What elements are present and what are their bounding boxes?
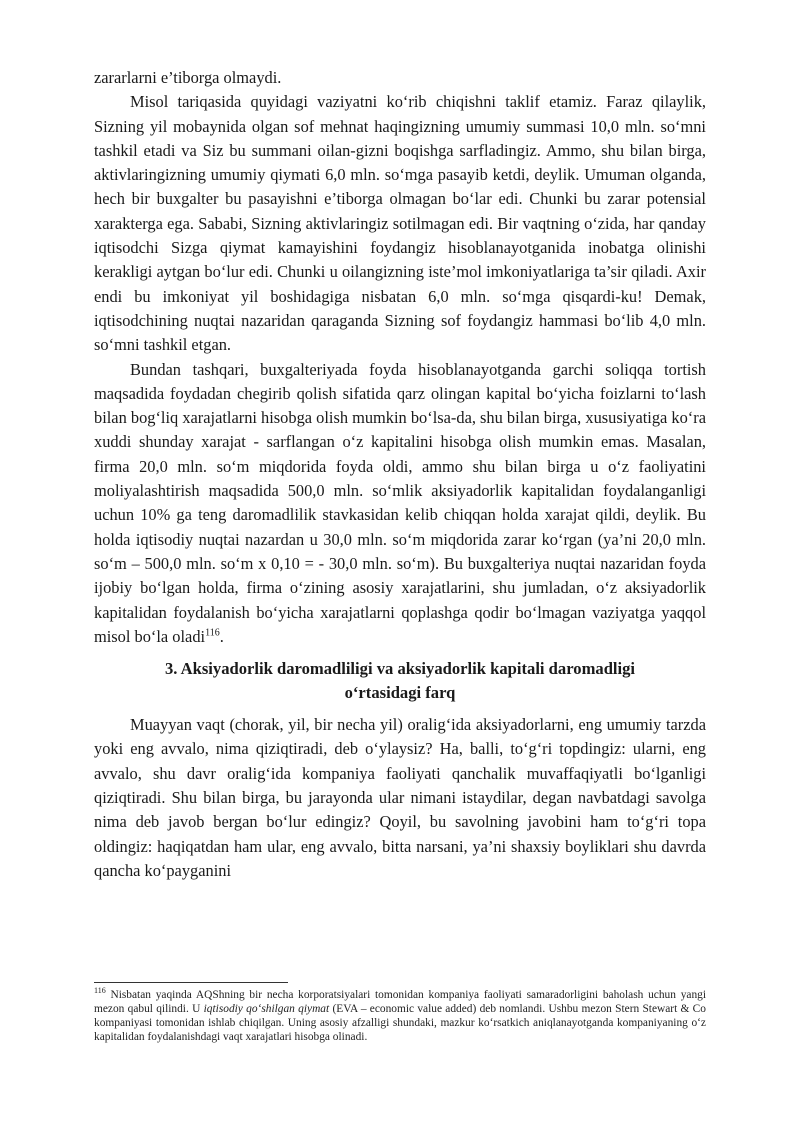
- paragraph-end-punct: .: [219, 626, 224, 646]
- paragraph-accounting-profit: [94, 358, 706, 650]
- footnote-number: 116: [94, 986, 106, 996]
- footnote-italic-term: iqtisodiy qo‘shilgan qiymat: [203, 1003, 330, 1015]
- paragraph-accounting-profit-text: Bundan tashqari, buxgalteriyada foyda hisoblanayotganda garchi soliqqa tortish maqsadida foydadan chegirib qolish sifatida qarz olingan kapital bo‘yicha foizlarni to‘lash bilan bog‘liq xarajatlarni hisobga olish mumkin bo‘lsa-da, shu bilan birga, xususiyatiga ko‘ra xuddi shunday xarajat - sarflangan o‘z kapitalini hisobga olish mumkin emas. Masalan, firma 20,0 mln. so‘m miqdorida foyda oldi, ammo shu bilan birga u o‘z faoliyatini moliyalashtirish maqsadida 500,0 mln. so‘mlik aksiyadorlik kapitalidan foydalanganligi uchun 10% ga teng daromadlilik stavkasidan kelib chiqqan holda xarajat qildi, deylik. Bu holda iqtisodiy nuqtai nazardan u 30,0 mln. so‘m miqdorida zarar ko‘rgan (ya’ni 20,0 mln. so‘m – 500,0 mln. so‘m x 0,10 = - 30,0 mln. so‘m). Bu buxgalteriya nuqtai nazaridan foyda ijobiy bo‘lgan holda, firma o‘zining asosiy xarajatlarini, shu jumladan, o‘z aksiyadorlik kapitalidan foydalanish bo‘yicha xarajatlarni qoplashga qodir bo‘lmagan vaziyatga yaqqol misol bo‘la oladi: [94, 359, 706, 646]
- footnote: [94, 988, 706, 1044]
- paragraph-continuation: zararlarni e’tiborga olmaydi.: [94, 68, 282, 87]
- section-heading: [94, 657, 706, 705]
- footnote-divider: [94, 982, 288, 983]
- paragraph-example-income: Misol tariqasida quyidagi vaziyatni ko‘rib chiqishni taklif etamiz. Faraz qilaylik, Sizning yil mobaynida olgan sof mehnat haqingizning umumiy summasi 10,0 mln. so‘mni tashkil etadi va Siz bu summani oilan-gizni boqishga sarfladingiz. Ammo, shu bilan birga, aktivlaringizning umumiy qiymati 6,0 mln. so‘mga pasayib ketdi, deylik. Umuman olganda, hech bir buxgalter bu pasayishni e’tiborga olmagan bo‘lar edi. Chunki bu zarar potensial xarakterga ega. Sababi, Sizning aktivlaringiz sotilmagan edi. Bir vaqtning o‘zida, har qanday iqtisodchi Sizga qiymat kamayishini foydangiz hisoblanayotganida inobatga olinishi kerakligi aytgan bo‘lur edi. Chunki u oilangizning iste’mol imkoniyatlariga ta’sir qiladi. Axir endi bu imkoniyat yil boshidagiga nisbatan 6,0 mln. so‘mga qisqardi-ku! Demak, iqtisodchining nuqtai nazaridan qaraganda Sizning sof foydangiz hammasi bo‘lib 4,0 mln. so‘mni tashkil etgan.: [94, 92, 706, 355]
- footnote-reference[interactable]: 116: [205, 627, 220, 639]
- footnote-text-b: (EVA – economic value added) deb nomlandi. Ushbu mezon Stern Stewart & Co kompaniyasi tomonidan ishlab chiqilgan. Uning asosiy afzalligi shundaki, mazkur ko‘rsatkich aniqlanayotganda kompaniyaning o‘z kapitalidan foydalanishdagi vaqt xarajatlari hisobga olinadi.: [94, 1003, 706, 1043]
- page-body: [94, 66, 706, 883]
- paragraph-shareholders: Muayyan vaqt (chorak, yil, bir necha yil) oralig‘ida aksiyadorlarni, eng umumiy tarzda yoki eng avvalo, nima qiziqtiradi, deb o‘ylaysiz? Ha, balli, to‘g‘ri topdingiz: ularni, eng avvalo, shu davr oralig‘ida kompaniya faoliyati qanchalik muvaffaqiyatli bo‘lganligi qiziqtiradi. Shu bilan birga, bu jarayonda ular nimani istaydilar, degan navbatdagi savolga nima deb javob bergan bo‘lur edingiz? Qoyil, bu savolning javobini ham to‘g‘ri topa oldingiz: haqiqatdan ham ular, eng avvalo, bitta narsani, ya’ni shaxsiy boyliklari shu davrda qancha ko‘payganini: [94, 715, 706, 880]
- section-heading-line2: o‘rtasidagi farq: [344, 683, 456, 703]
- section-heading-line1: 3. Aksiyadorlik daromadliligi va aksiyadorlik kapitali daromadligi: [164, 659, 636, 679]
- footnote-text-a: Nisbatan yaqinda AQShning bir necha korporatsiyalari tomonidan kompaniya faoliyati samaradorligini baholash uchun yangi mezon qabul qilindi. U: [94, 989, 706, 1015]
